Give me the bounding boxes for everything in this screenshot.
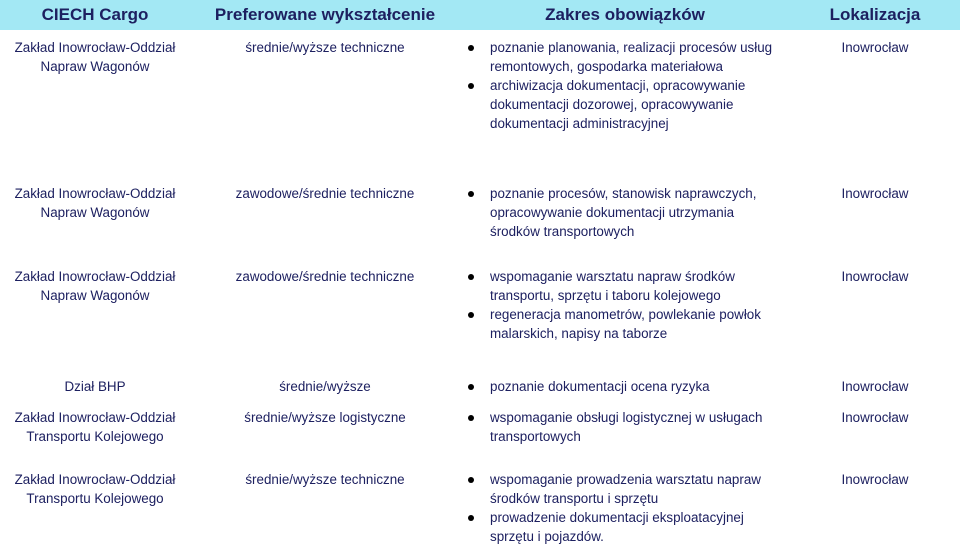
table-row xyxy=(0,466,960,546)
duty-item xyxy=(460,408,790,446)
duties-list xyxy=(460,184,790,241)
bullet-icon xyxy=(468,477,474,483)
cell-duties xyxy=(460,30,790,182)
bullet-icon xyxy=(468,384,474,390)
text-line: środków transportu i sprzętu xyxy=(490,491,659,506)
cell-education: zawodowe/średnie techniczne xyxy=(235,269,415,284)
table-row xyxy=(0,182,960,264)
cell-location: Inowrocław xyxy=(841,410,909,425)
table-row xyxy=(0,264,960,372)
text-line: Napraw Wagonów xyxy=(40,59,150,74)
text-line: sprzętu i pojazdów. xyxy=(490,529,604,544)
cell-education: średnie/wyższe xyxy=(279,379,371,394)
cell-duties xyxy=(460,404,790,466)
cell-education: zawodowe/średnie techniczne xyxy=(235,186,415,201)
cell-location: Inowrocław xyxy=(841,40,909,55)
text-line: wspomaganie warsztatu napraw środków xyxy=(490,269,735,284)
text-line: prowadzenie dokumentacji eksploatacyjnej xyxy=(490,510,744,525)
text-line: Zakład Inowrocław-Oddział xyxy=(14,472,176,487)
text-line: transportu, sprzętu i taboru kolejowego xyxy=(490,288,721,303)
duties-list xyxy=(460,38,790,133)
header-company: CIECH Cargo xyxy=(0,0,190,30)
cell-unit xyxy=(0,466,190,546)
text-line: wspomaganie obsługi logistycznej w usługach xyxy=(490,410,763,425)
header-row xyxy=(0,0,960,30)
duties-list xyxy=(460,377,790,396)
bullet-icon xyxy=(468,274,474,280)
table-body xyxy=(0,30,960,546)
bullet-icon xyxy=(468,312,474,318)
header-education: Preferowane wykształcenie xyxy=(190,0,460,30)
cell-education: średnie/wyższe techniczne xyxy=(245,472,405,487)
text-line: wspomaganie prowadzenia warsztatu napraw xyxy=(490,472,761,487)
text-line: archiwizacja dokumentacji, opracowywanie xyxy=(490,78,746,93)
text-line: opracowywanie dokumentacji utrzymania xyxy=(490,205,735,220)
text-line: Transportu Kolejowego xyxy=(26,491,164,506)
cell-duties xyxy=(460,264,790,372)
text-line: środków transportowych xyxy=(490,224,635,239)
bullet-icon xyxy=(468,415,474,421)
text-line: Zakład Inowrocław-Oddział xyxy=(14,40,176,55)
cell-duties xyxy=(460,182,790,264)
header-duties: Zakres obowiązków xyxy=(460,0,790,30)
text-line: poznanie planowania, realizacji procesów usług xyxy=(490,40,773,55)
bullet-icon xyxy=(468,83,474,89)
cell-unit xyxy=(0,182,190,264)
cell-unit xyxy=(0,372,190,404)
duty-item xyxy=(460,267,790,305)
text-line: remontowych, gospodarka materiałowa xyxy=(490,59,723,74)
text-line: Napraw Wagonów xyxy=(40,205,150,220)
table-row xyxy=(0,30,960,182)
cell-unit xyxy=(0,264,190,372)
bullet-icon xyxy=(468,515,474,521)
duty-item xyxy=(460,470,790,508)
duty-item xyxy=(460,76,790,133)
cell-location: Inowrocław xyxy=(841,269,909,284)
bullet-icon xyxy=(468,191,474,197)
duties-list xyxy=(460,470,790,546)
duty-item xyxy=(460,377,790,396)
cell-unit xyxy=(0,404,190,466)
duties-list xyxy=(460,267,790,343)
text-line: Dział BHP xyxy=(64,379,126,394)
duty-item xyxy=(460,305,790,343)
cell-duties xyxy=(460,372,790,404)
table-header xyxy=(0,0,960,30)
duty-item xyxy=(460,508,790,546)
header-location: Lokalizacja xyxy=(790,0,960,30)
text-line: Transportu Kolejowego xyxy=(26,429,164,444)
duty-item xyxy=(460,184,790,241)
text-line: poznanie procesów, stanowisk naprawczych, xyxy=(490,186,757,201)
cell-location: Inowrocław xyxy=(841,379,909,394)
text-line: Napraw Wagonów xyxy=(40,288,150,303)
duties-list xyxy=(460,408,790,446)
text-line: Zakład Inowrocław-Oddział xyxy=(14,410,176,425)
text-line: dokumentacji dozorowej, opracowywanie xyxy=(490,97,734,112)
text-line: dokumentacji administracyjnej xyxy=(490,116,669,131)
cell-education: średnie/wyższe logistyczne xyxy=(244,410,406,425)
cell-education: średnie/wyższe techniczne xyxy=(245,40,405,55)
text-line: regeneracja manometrów, powlekanie powłok xyxy=(490,307,761,322)
text-line: poznanie dokumentacji ocena ryzyka xyxy=(490,379,710,394)
duty-item xyxy=(460,38,790,76)
cell-location: Inowrocław xyxy=(841,186,909,201)
text-line: malarskich, napisy na taborze xyxy=(490,326,668,341)
table-row xyxy=(0,404,960,466)
text-line: Zakład Inowrocław-Oddział xyxy=(14,186,176,201)
table-row xyxy=(0,372,960,404)
text-line: Zakład Inowrocław-Oddział xyxy=(14,269,176,284)
bullet-icon xyxy=(468,45,474,51)
text-line: transportowych xyxy=(490,429,581,444)
cell-location: Inowrocław xyxy=(841,472,909,487)
cell-duties xyxy=(460,466,790,546)
cell-unit xyxy=(0,30,190,182)
